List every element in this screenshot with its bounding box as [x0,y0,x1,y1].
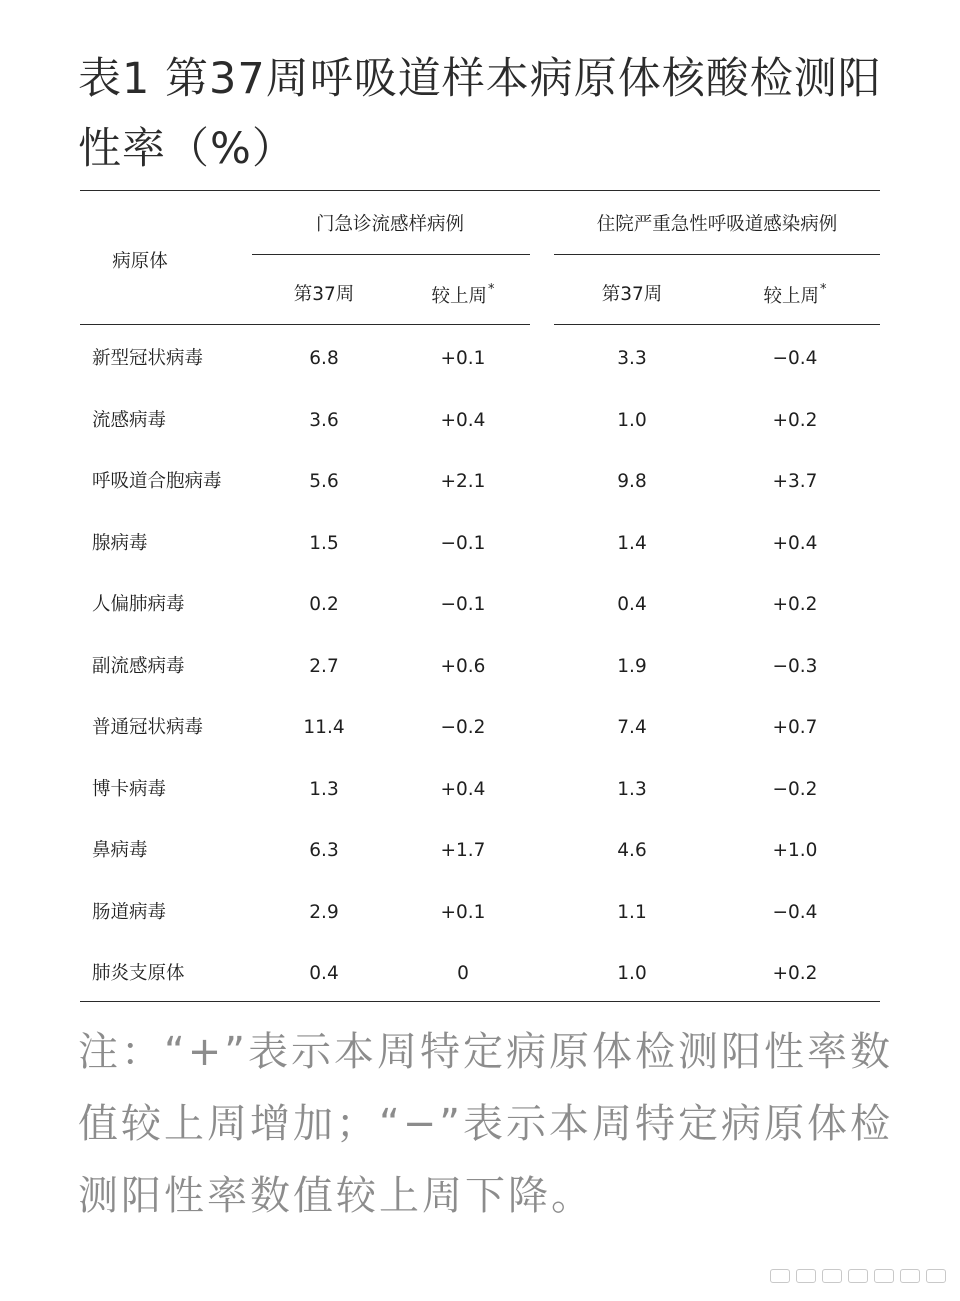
outpatient-change-value: +1.7 [440,840,486,861]
outpatient-change-value: +0.1 [440,348,486,369]
pathogen-name: 副流感病毒 [92,655,185,677]
inpatient-week-value: 1.0 [617,409,647,431]
watermark-box-icon [900,1269,920,1283]
pathogen-name: 肺炎支原体 [92,963,185,984]
watermark-box-icon [926,1269,946,1283]
watermark [770,1269,946,1283]
watermark-box-icon [770,1269,790,1283]
pathogen-name: 人偏肺病毒 [92,594,185,615]
outpatient-change-value: +0.4 [440,778,486,800]
inpatient-week-value: 4.6 [617,840,647,861]
inpatient-change-value: +0.2 [772,594,818,615]
inpatient-change-value: +1.0 [772,840,818,861]
table-bottom-rule [80,1001,880,1002]
pathogen-header: 病原体 [112,251,168,272]
inpatient-week-value: 3.3 [617,348,647,369]
outpatient-week-value: 1.5 [309,532,339,554]
header-bottom-rule [80,324,530,325]
outpatient-week-value: 0.4 [309,963,339,984]
outpatient-change-value: +2.1 [440,471,486,492]
inpatient-week-value: 1.1 [617,901,647,923]
inpatient-change-value: +0.7 [772,717,818,738]
inpatient-week-value: 7.4 [617,717,647,738]
subheader-inpatient-week: 第37周 [601,284,663,305]
inpatient-change-value: −0.2 [772,778,818,800]
inpatient-week-value: 1.4 [617,532,647,554]
group-outpatient-rule [252,254,530,255]
inpatient-change-value: +0.2 [772,963,818,984]
watermark-box-icon [822,1269,842,1283]
footnote-star: * [488,282,495,297]
inpatient-change-value: −0.3 [772,655,818,677]
inpatient-week-value: 1.3 [617,778,647,800]
inpatient-change-value: +3.7 [772,471,818,492]
pathogen-name: 普通冠状病毒 [92,717,204,738]
subheader-inpatient-change: 较上周* [763,282,827,307]
pathogen-name: 博卡病毒 [92,778,167,800]
footnote-star: * [820,282,827,297]
outpatient-week-value: 1.3 [309,778,339,800]
inpatient-change-value: +0.2 [772,409,818,431]
outpatient-change-value: −0.2 [440,717,486,738]
watermark-box-icon [874,1269,894,1283]
pathogen-name: 流感病毒 [92,409,167,431]
outpatient-week-value: 6.8 [309,348,339,369]
group-header-outpatient: 门急诊流感样病例 [315,214,465,235]
pathogen-name: 呼吸道合胞病毒 [92,471,222,492]
outpatient-change-value: 0 [457,963,469,984]
outpatient-week-value: 5.6 [309,471,339,492]
outpatient-change-value: +0.6 [440,655,486,677]
outpatient-week-value: 0.2 [309,594,339,615]
inpatient-week-value: 1.0 [617,963,647,984]
group-header-inpatient: 住院严重急性呼吸道感染病例 [596,214,838,235]
table-title: 表1 第37周呼吸道样本病原体核酸检测阳性率（%） [78,54,882,174]
group-inpatient-rule [554,254,880,255]
subheader-outpatient-week: 第37周 [293,284,355,305]
inpatient-week-value: 1.9 [617,655,647,677]
outpatient-change-value: +0.4 [440,409,486,431]
outpatient-change-value: −0.1 [440,532,486,554]
inpatient-change-value: +0.4 [772,532,818,554]
outpatient-change-value: −0.1 [440,594,486,615]
watermark-box-icon [848,1269,868,1283]
watermark-box-icon [796,1269,816,1283]
pathogen-name: 肠道病毒 [92,901,167,923]
inpatient-week-value: 9.8 [617,471,647,492]
outpatient-week-value: 2.7 [309,655,339,677]
inpatient-week-value: 0.4 [617,594,647,615]
outpatient-week-value: 3.6 [309,409,339,431]
outpatient-week-value: 11.4 [303,717,345,738]
table-note: 注：“+”表示本周特定病原体检测阳性率数值较上周增加；“−”表示本周特定病原体检测阳性率数值较上周下降。 [78,1029,893,1219]
pathogen-name: 鼻病毒 [92,840,148,861]
subheader-outpatient-change: 较上周* [431,282,495,307]
pathogen-name: 新型冠状病毒 [92,348,204,369]
inpatient-change-value: −0.4 [772,901,818,923]
outpatient-week-value: 6.3 [309,840,339,861]
header-bottom-rule-right [554,324,880,325]
outpatient-week-value: 2.9 [309,901,339,923]
table-top-rule [80,190,880,191]
inpatient-change-value: −0.4 [772,348,818,369]
outpatient-change-value: +0.1 [440,901,486,923]
pathogen-name: 腺病毒 [92,532,148,554]
